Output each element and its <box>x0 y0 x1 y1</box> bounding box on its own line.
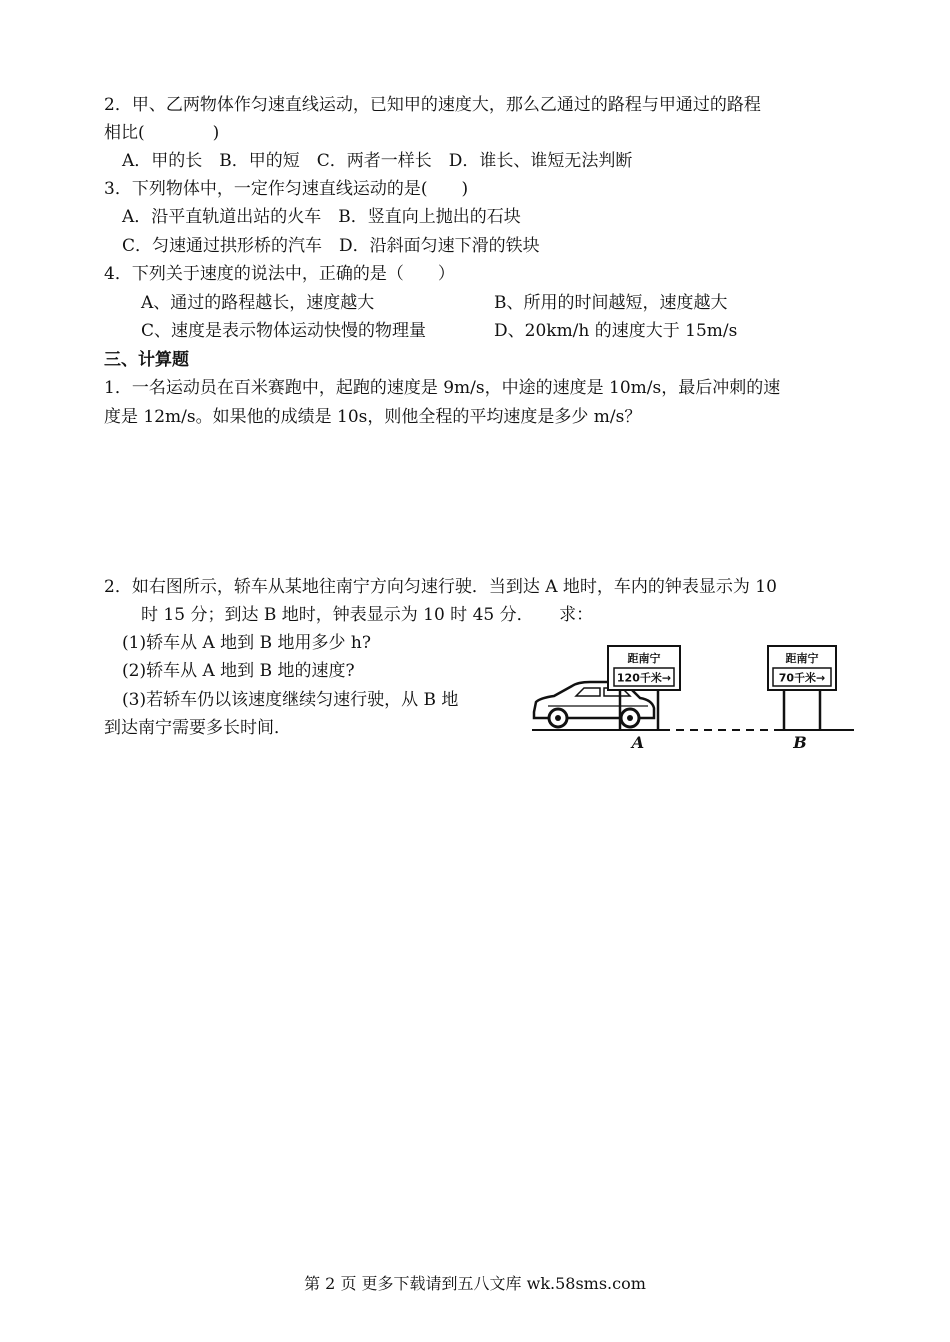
page-footer: 第 2 页 更多下载请到五八文库 wk.58sms.com <box>304 1274 646 1293</box>
sign-b-title: 距南宁 <box>785 652 819 665</box>
car-road-sign-figure <box>528 642 858 754</box>
q4-option-a: A、通过的路程越长，速度越大 <box>141 293 375 313</box>
sign-a-distance: 120千米→ <box>616 671 672 685</box>
calc2-line2: 时 15 分；到达 B 地时，钟表显示为 10 时 45 分． 求： <box>141 605 594 625</box>
sign-b-distance: 70千米→ <box>778 671 826 685</box>
label-b: B <box>793 733 807 752</box>
q4-option-d: D、20km/h 的速度大于 15m/s <box>494 321 738 341</box>
sign-b <box>768 646 836 730</box>
label-a: A <box>631 733 645 752</box>
q2-options: A．甲的长 B．甲的短 C．两者一样长 D．谁长、谁短无法判断 <box>122 151 633 171</box>
q3-options-ab: A．沿平直轨道出站的火车 B．竖直向上抛出的石块 <box>122 207 521 227</box>
q2-stem-line2: 相比( ) <box>104 123 220 143</box>
q4-option-c: C、速度是表示物体运动快慢的物理量 <box>141 321 427 341</box>
calc2-sub2: (2)轿车从 A 地到 B 地的速度? <box>122 661 355 681</box>
calc2-line1: 2．如右图所示，轿车从某地往南宁方向匀速行驶．当到达 A 地时，车内的钟表显示为 10 <box>104 577 777 597</box>
calc2-sub1: (1)轿车从 A 地到 B 地用多少 h? <box>122 633 371 653</box>
q4-option-b: B、所用的时间越短，速度越大 <box>494 293 728 313</box>
q3-options-cd: C．匀速通过拱形桥的汽车 D．沿斜面匀速下滑的铁块 <box>122 236 540 256</box>
calc1-line1: 1．一名运动员在百米赛跑中，起跑的速度是 9m/s，中途的速度是 10m/s，最后冲刺的速 <box>104 378 781 398</box>
calc2-sub3a: (3)若轿车仍以该速度继续匀速行驶，从 B 地 <box>122 690 459 710</box>
q2-stem-line1: 2．甲、乙两物体作匀速直线运动，已知甲的速度大，那么乙通过的路程与甲通过的路程 <box>104 95 761 115</box>
q3-stem: 3．下列物体中，一定作匀速直线运动的是( ) <box>104 179 469 199</box>
q4-stem: 4．下列关于速度的说法中，正确的是（ ） <box>104 264 455 284</box>
sign-a-title: 距南宁 <box>627 652 661 665</box>
calc2-sub3b: 到达南宁需要多长时间． <box>104 718 291 738</box>
calc1-line2: 度是 12m/s。如果他的成绩是 10s，则他全程的平均速度是多少 m/s？ <box>104 407 642 427</box>
section-title-calculation: 三、计算题 <box>104 350 189 370</box>
